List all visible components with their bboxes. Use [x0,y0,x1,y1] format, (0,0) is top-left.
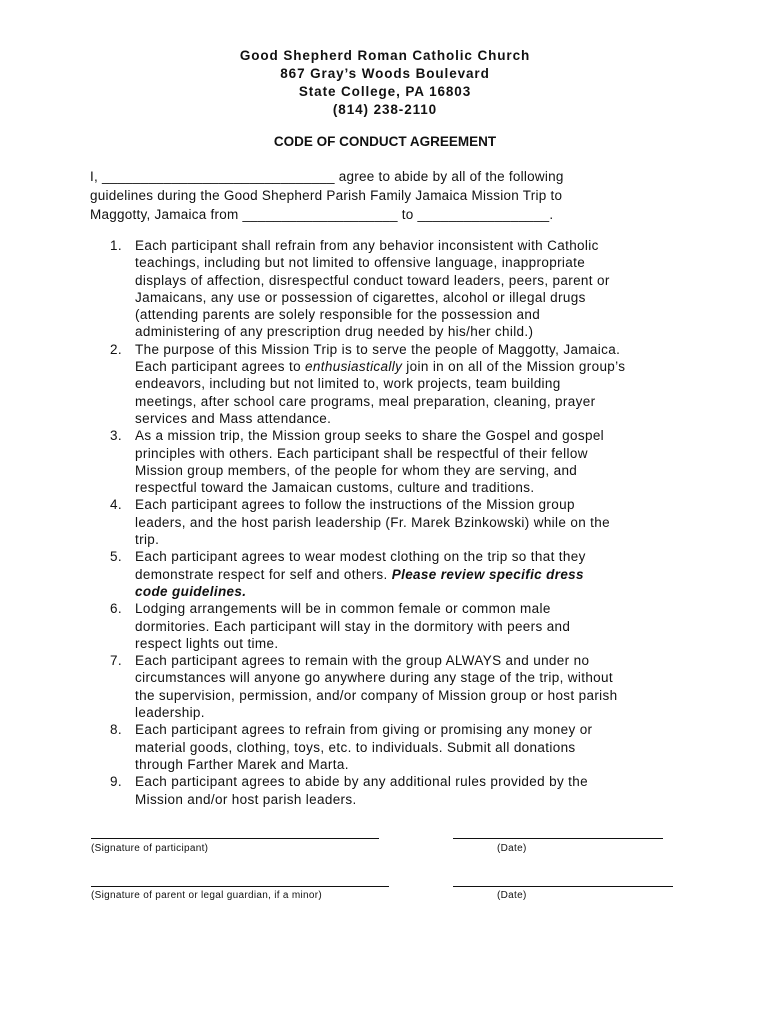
rule-number: 8. [110,722,122,738]
rule-text: The purpose of this Mission Trip is to serve the people of Maggotty, Jamaica. [135,341,621,357]
intro-line: Maggotty, Jamaica from ____________________ to _________________. [90,207,554,222]
rule-text [135,358,680,375]
rule-item [90,237,680,341]
dress-code-note: Please review specific dress [391,566,584,582]
rule-text: through Farther Marek and Marta. [135,756,349,772]
church-header [0,47,770,119]
rule-number: 4. [110,497,122,513]
participant-date-label: (Date) [497,843,527,854]
rule-text: trip. [135,532,160,548]
rule-text: services and Mass attendance. [135,410,332,426]
rule-text-segment: demonstrate respect for self and others. [135,566,392,582]
intro-line: I, ______________________________ agree to abide by all of the following [90,169,564,184]
rule-text: teachings, including but not limited to offensive language, inappropriate [135,255,586,271]
rule-text: Each participant agrees to abide by any additional rules provided by the [135,774,588,790]
rule-number: 2. [110,341,122,357]
participant-date-line[interactable] [453,838,663,839]
rule-text: (attending parents are solely responsible for the possession and [135,307,541,323]
rule-text-segment: Each participant agrees to [135,359,306,375]
rule-text-segment: join in on all of the Mission group’s [402,359,626,375]
rule-item [90,496,680,548]
rule-text: circumstances will anyone go anywhere during any stage of the trip, without [135,670,613,686]
document-title: CODE OF CONDUCT AGREEMENT [273,134,497,149]
rule-text: respect lights out time. [135,635,279,651]
rule-number: 9. [110,774,122,790]
guardian-date-line[interactable] [453,886,673,887]
rule-text: Each participant agrees to wear modest clothing on the trip so that they [135,549,586,565]
rule-number: 3. [110,428,122,444]
rule-text: endeavors, including but not limited to, work projects, team building [135,376,561,392]
rule-text: As a mission trip, the Mission group seeks to share the Gospel and gospel [135,428,605,444]
emphasis-text: enthusiastically [305,359,403,375]
rule-item [90,773,680,808]
rule-text: meetings, after school care programs, meal preparation, cleaning, prayer [135,393,596,409]
rule-text: Lodging arrangements will be in common female or common male [135,601,551,617]
rule-item [90,548,680,600]
rule-item [90,652,680,721]
rule-text: Each participant agrees to remain with the group ALWAYS and under no [135,653,590,669]
guardian-signature-line[interactable] [91,886,389,887]
church-city: State College, PA 16803 [298,84,472,99]
rule-text: leadership. [135,705,205,721]
rule-text: Each participant agrees to follow the instructions of the Mission group [135,497,575,513]
participant-signature-label: (Signature of participant) [91,843,209,854]
rule-text: the supervision, permission, and/or company of Mission group or host parish [135,687,618,703]
intro-line: guidelines during the Good Shepherd Parish Family Jamaica Mission Trip to [90,188,563,203]
rule-number: 5. [110,549,122,565]
participant-signature-line[interactable] [91,838,379,839]
church-street: 867 Gray’s Woods Boulevard [280,66,490,81]
church-phone: (814) 238-2110 [332,102,438,117]
guardian-date-label: (Date) [497,890,527,901]
rule-number: 7. [110,653,122,669]
agreement-intro [90,167,690,224]
rule-text: leaders, and the host parish leadership (Fr. Marek Bzinkowski) while on the [135,514,610,530]
rule-text: Each participant agrees to refrain from giving or promising any money or [135,722,593,738]
rule-text: Mission and/or host parish leaders. [135,791,357,807]
rule-item [90,427,680,496]
dress-code-note: code guidelines. [135,583,247,599]
rule-text: material goods, clothing, toys, etc. to individuals. Submit all donations [135,739,576,755]
rule-text: Mission group members, of the people for whom they are serving, and [135,462,578,478]
rule-number: 6. [110,601,122,617]
rule-text: Each participant shall refrain from any behavior inconsistent with Catholic [135,238,599,253]
rule-number: 1. [110,238,122,253]
rules-list [90,237,680,808]
rule-text [135,566,680,583]
rule-text: Jamaicans, any use or possession of cigarettes, alcohol or illegal drugs [135,289,586,305]
rule-text: displays of affection, disrespectful conduct toward leaders, peers, parent or [135,272,610,288]
rule-item [90,721,680,773]
rule-text: administering of any prescription drug needed by his/her child.) [135,324,534,340]
guardian-signature-label: (Signature of parent or legal guardian, if a minor) [91,890,322,901]
rule-text: respectful toward the Jamaican customs, culture and traditions. [135,480,535,496]
rule-text: dormitories. Each participant will stay in the dormitory with peers and [135,618,571,634]
rule-item [90,341,680,427]
rule-text: principles with others. Each participant shall be respectful of their fellow [135,445,588,461]
church-name: Good Shepherd Roman Catholic Church [239,48,531,63]
rule-item [90,600,680,652]
